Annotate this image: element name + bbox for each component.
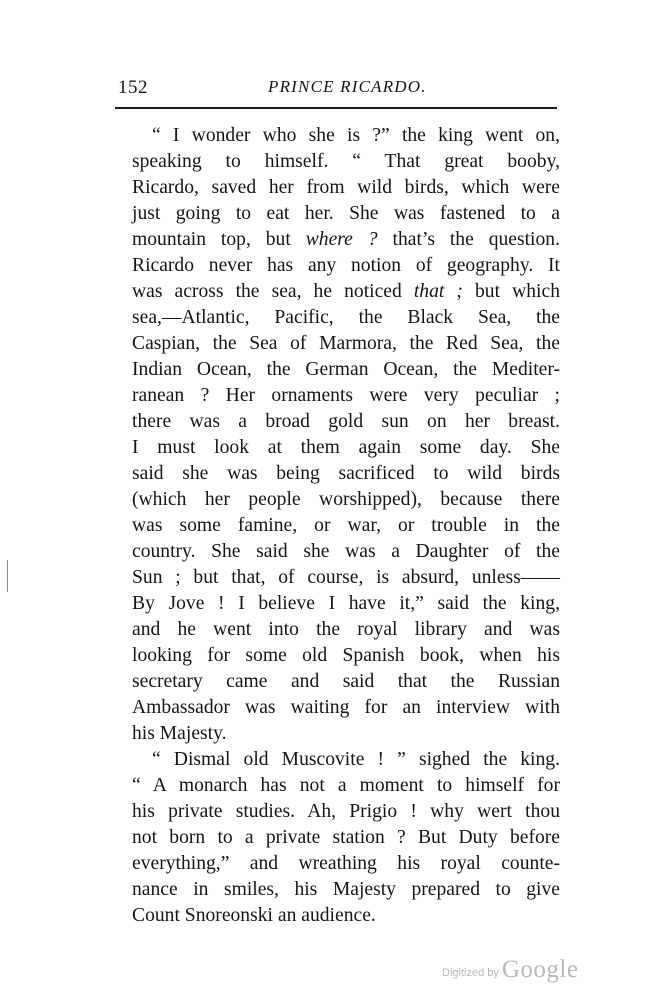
text-line: his Majesty. bbox=[132, 723, 227, 744]
text-line: nance in smiles, his Majesty prepared to give bbox=[132, 879, 560, 900]
text-line: I must look at them again some day. She bbox=[132, 437, 560, 458]
text-line: looking for some old Spanish book, when his bbox=[132, 645, 560, 666]
text-segment: was across the sea, he noticed bbox=[132, 281, 414, 302]
text-line: said she was being sacrificed to wild birds bbox=[132, 463, 560, 484]
text-line: ranean ? Her ornaments were very peculiar ; bbox=[132, 385, 560, 406]
text-line: sea,—Atlantic, Pacific, the Black Sea, the bbox=[132, 307, 560, 328]
text-line bbox=[132, 227, 560, 253]
text-line: Ricardo never has any notion of geography. It bbox=[132, 255, 560, 276]
text-line: his private studies. Ah, Prigio ! why wert thou bbox=[132, 801, 560, 822]
text-line: Ricardo, saved her from wild birds, which were bbox=[132, 177, 560, 198]
text-line: Caspian, the Sea of Marmora, the Red Sea, the bbox=[132, 333, 560, 354]
running-head bbox=[118, 77, 556, 101]
running-title: PRINCE RICARDO. bbox=[268, 77, 427, 96]
watermark-prefix: Digitized by bbox=[442, 967, 499, 979]
text-segment: but which bbox=[462, 281, 560, 302]
text-line: was some famine, or war, or trouble in the bbox=[132, 515, 560, 536]
scan-margin-mark bbox=[7, 560, 8, 592]
text-line: By Jove ! I believe I have it,” said the king, bbox=[132, 593, 560, 614]
text-line: “ I wonder who she is ?” the king went on, bbox=[152, 125, 560, 146]
text-line: secretary came and said that the Russian bbox=[132, 671, 560, 692]
text-segment: that’s the question. bbox=[377, 229, 560, 250]
page-number: 152 bbox=[118, 77, 148, 98]
text-line bbox=[132, 279, 560, 305]
google-logo: Google bbox=[501, 956, 579, 983]
text-line: there was a broad gold sun on her breast. bbox=[132, 411, 560, 432]
digitization-watermark bbox=[442, 950, 578, 984]
text-line: Sun ; but that, of course, is absurd, unless—— bbox=[132, 567, 560, 588]
text-line: Count Snoreonski an audience. bbox=[132, 905, 376, 926]
header-rule bbox=[115, 107, 557, 109]
text-line: speaking to himself. “ That great booby, bbox=[132, 151, 560, 172]
italic-text: where ? bbox=[305, 229, 378, 250]
text-line: everything,” and wreathing his royal counte- bbox=[132, 853, 560, 874]
text-line: Indian Ocean, the German Ocean, the Mediter- bbox=[132, 359, 560, 380]
text-line: Ambassador was waiting for an interview with bbox=[132, 697, 560, 718]
text-line: country. She said she was a Daughter of the bbox=[132, 541, 560, 562]
text-line: “ A monarch has not a moment to himself for bbox=[132, 775, 560, 796]
italic-text: that ; bbox=[413, 281, 463, 302]
body-text bbox=[132, 123, 560, 929]
text-segment: mountain top, but bbox=[132, 229, 306, 250]
text-line: and he went into the royal library and was bbox=[132, 619, 560, 640]
text-line: not born to a private station ? But Duty before bbox=[132, 827, 560, 848]
text-line: “ Dismal old Muscovite ! ” sighed the king. bbox=[152, 749, 560, 770]
text-line: just going to eat her. She was fastened to a bbox=[132, 203, 560, 224]
text-line: (which her people worshipped), because there bbox=[132, 489, 560, 510]
